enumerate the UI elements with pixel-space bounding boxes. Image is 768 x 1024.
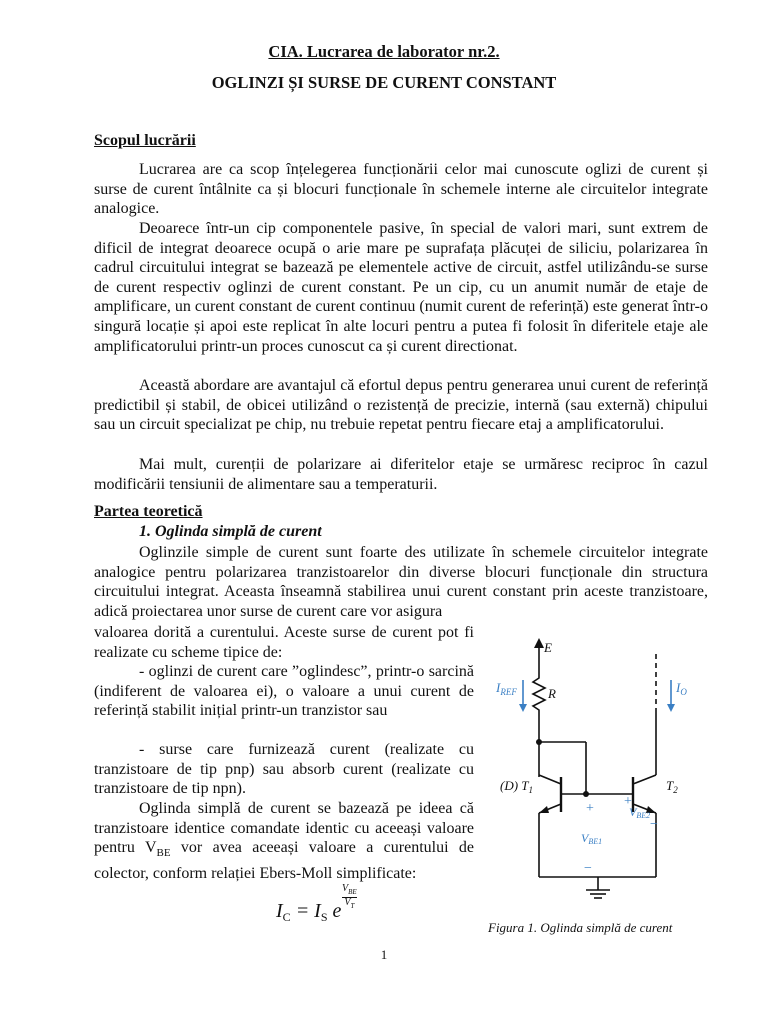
current-arrows [523,680,671,706]
t1-emitter-arrow-icon [539,806,549,813]
label-io: $I_O$ [676,680,687,697]
iref-arrow-icon [519,704,527,712]
subsection-heading: 1. Oglinda simplă de curent [139,523,322,540]
node-dot [583,791,589,797]
list-item-sources: - surse care furnizează curent (realizate cu tranzistoare de tip pnp) sau absorb curent (realizate cu tranzistoare de tip npn). [94,741,474,798]
label-r: R [548,686,556,701]
scope-paragraph-4: Mai mult, curenții de polarizare ai diferitelor etaje se urmăresc reciproc în cazul modificării tensiunii de alimentare sau a temperaturii. [94,456,708,493]
label-minus-vbe1: − [584,861,592,876]
current-mirror-circuit [478,632,718,922]
page-number: 1 [380,947,388,962]
label-iref: $I_{REF}$ [496,680,517,697]
theory-paragraph-1: Oglinzile simple de curent sunt foarte des utilizate în schemele circuitelor integrate analogice pentru polarizarea tranzistoarelor din diverse blocuri funcționale din structura circuitului integrat. Aceasta înseamnă stabilirea unui curent constant prin aceste tranzistoare, adică proiectarea unor surse de curent care vor asigura [94,544,708,620]
theory-paragraph-2: Oglinda simplă de curent se bazează pe ideea că tranzistoare identice comandate identic cu aceeași valoare pentru $V_{BE}$ vor avea aceeași valoare a curentului de colector, conform relației Ebers-Moll simplificate: [94,800,474,882]
scope-paragraph-2: Deoarece într-un cip componentele pasive, în special de valori mari, sunt extrem de dificil de integrat deoarece ocupă o arie mare pe suprafața plăcuței de siliciu, polarizarea în cadrul circuitului integrat se bazează pe elementele active de circuit, astfel utilizându-se surse de curent respectiv oglinzi de curent constant. Pe un cip, cu un anumit număr de etaje de amplificare, un curent constant de curent continuu (numit curent de referință) este generat într-o singură locație și apoi este replicat în alte locuri pentru a putea fi folosit în diferitele etaje ale amplificatorului printr-un proces cunoscut ca și curent directionat. [94,220,708,355]
label-vbe1: VBE1 [581,831,603,846]
scope-paragraph-3: Această abordare are avantajul că efortul depus pentru generarea unui curent de referință predictibil și stabil, de obicei utilizând o rezistență de precizie, internă (sau externă) chipului sau un circuit specializat pe chip, nu trebuie repetat pentru fiecare etaj a amplificatorului. [94,377,708,434]
ebers-moll-formula: $I_C = I_S$ e $V_{BE}$ $V_T$ [276,883,357,924]
theory-paragraph-1-tail: valoarea dorită a curentului. Aceste surse de curent pot fi realizate cu scheme tipice de: [94,624,474,661]
supply-arrow-icon [534,638,544,648]
label-t1: (D) $T_1$ [500,778,534,795]
label-minus-vbe2: − [650,817,658,832]
label-vbe2: VBE2 [629,805,651,820]
label-plus-vbe2: + [624,794,632,809]
label-t2: $T_2$ [666,778,678,795]
node-dot [536,739,542,745]
section-heading-theory: Partea teoretică [94,503,203,520]
document-subtitle: OGLINZI ȘI SURSE DE CURENT CONSTANT [211,73,557,92]
section-heading-scope: Scopul lucrării [94,132,196,149]
label-e: E [544,640,552,655]
document-title: CIA. Lucrarea de laborator nr.2. [268,42,500,61]
label-plus-vbe1: + [586,801,594,816]
list-item-mirrors: - oglinzi de curent care ”oglindesc”, printr-o sarcină (indiferent de valoarea ei), o valoare a unui curent de referință stabilit inițial printr-un tranzistor sau [94,663,474,720]
formula-exponent: $V_{BE}$ $V_T$ [342,883,357,910]
io-arrow-icon [667,704,675,712]
figure-caption: Figura 1. Oglinda simplă de curent [488,920,673,935]
scope-paragraph-1: Lucrarea are ca scop înțelegerea funcționării celor mai cunoscute oglizi de curent și surse de curent întâlnite ca și blocuri funcționale în schemele interne ale circuitelor integrate analogice. [94,161,708,218]
